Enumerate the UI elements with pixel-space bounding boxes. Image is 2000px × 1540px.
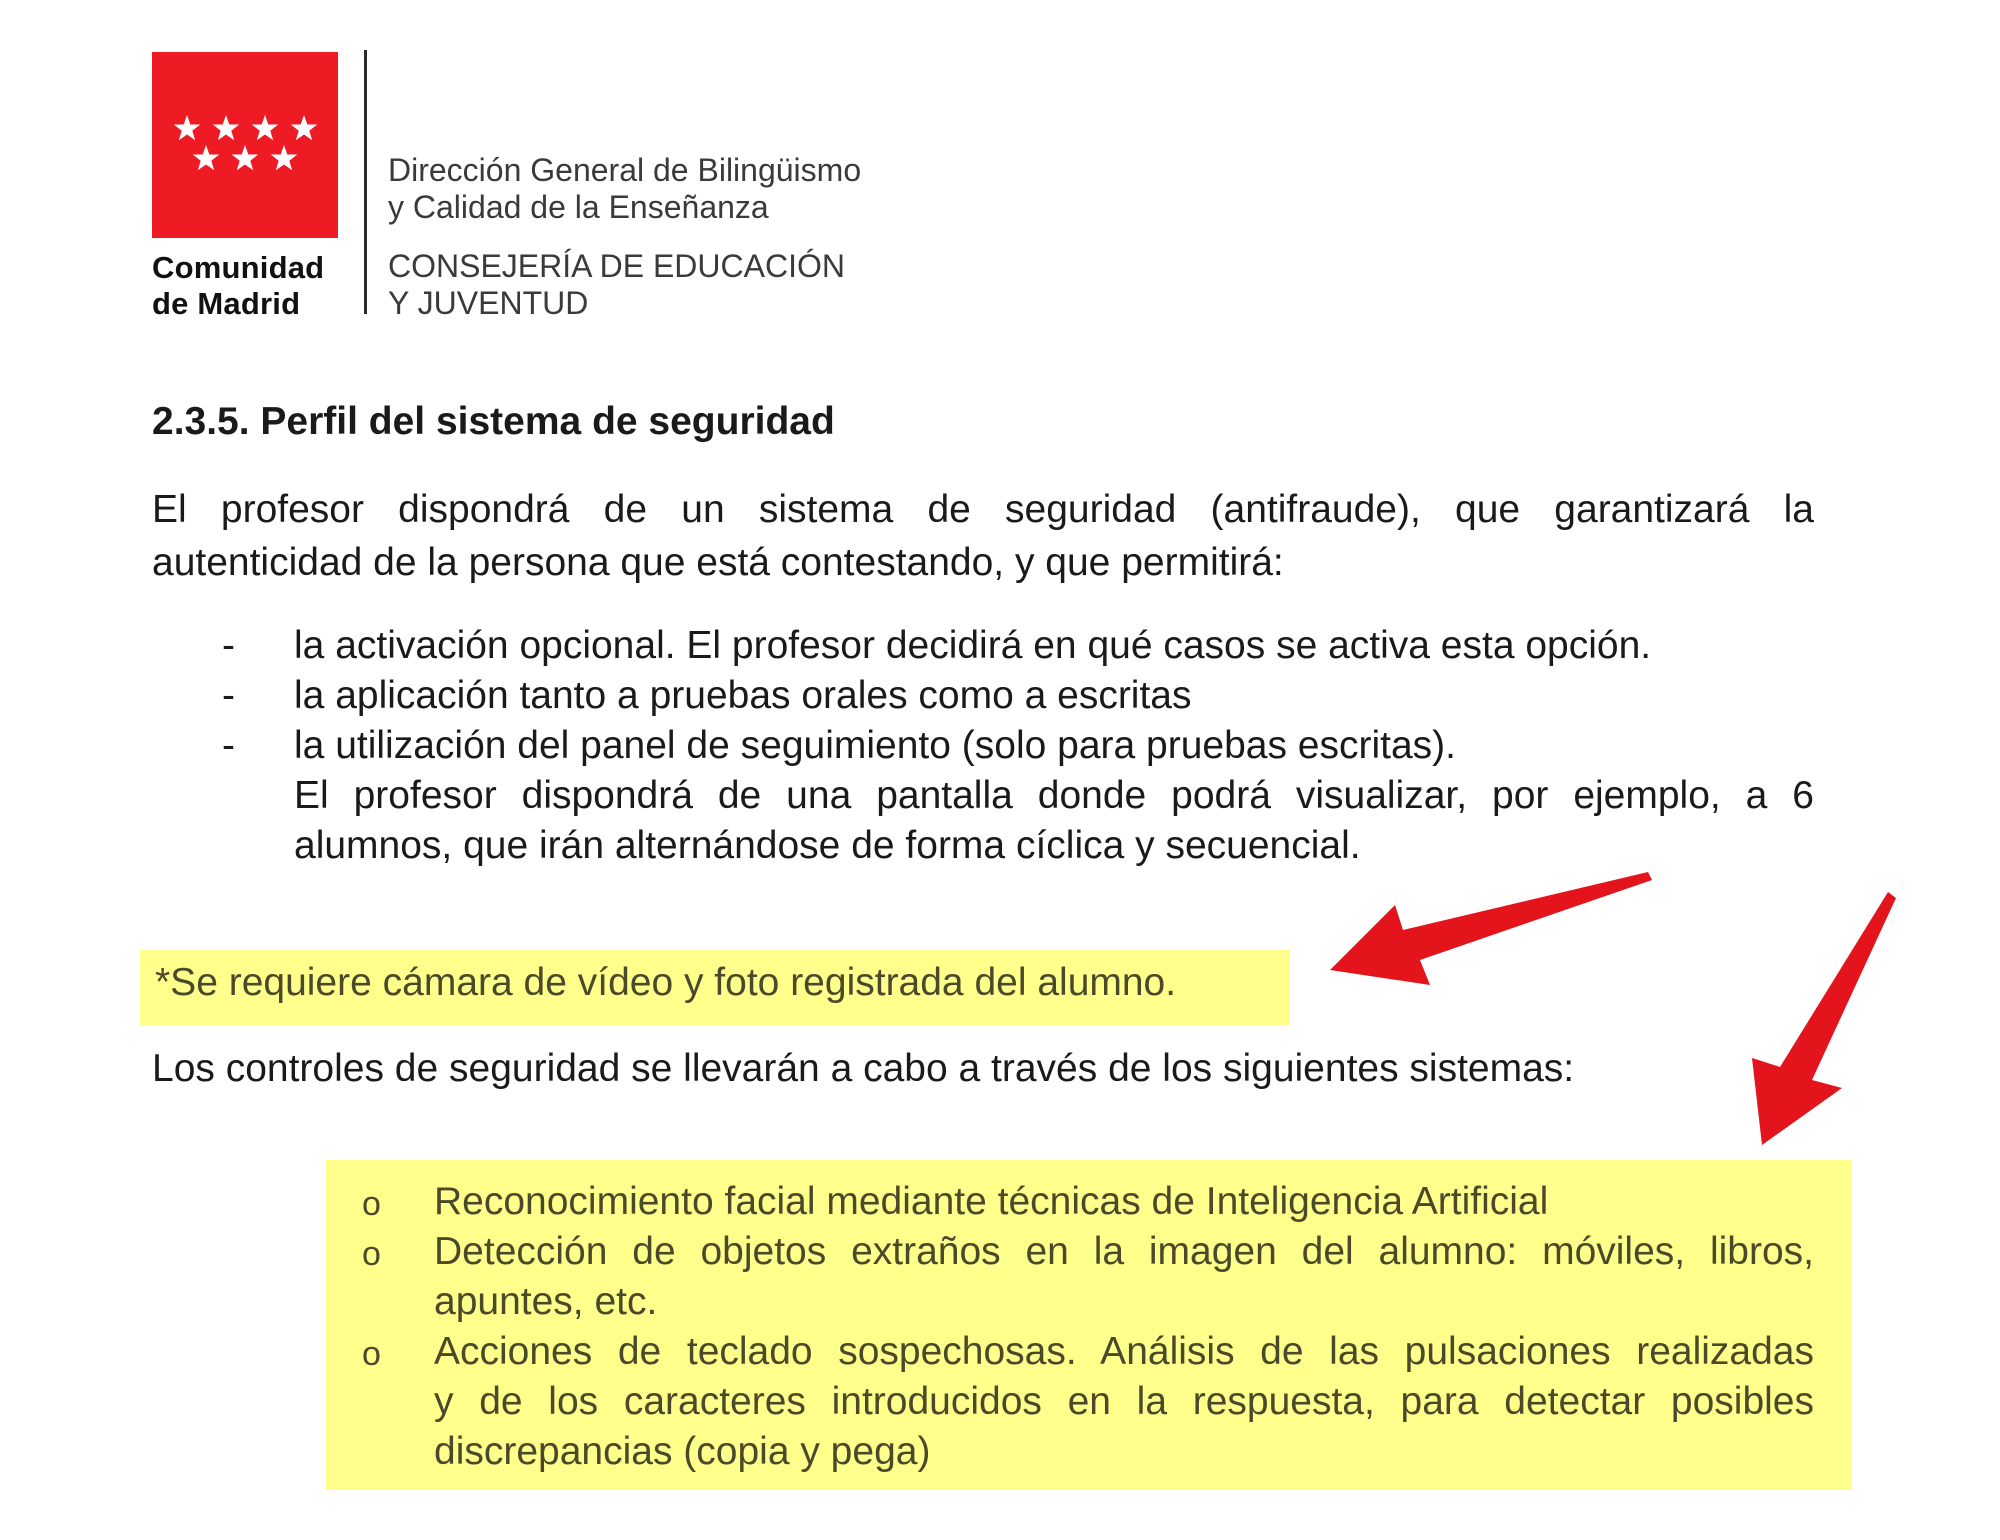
circle-bullet: o xyxy=(362,1335,381,1373)
logo-text-line1: Comunidad xyxy=(152,250,325,285)
system-line: Detección de objetos extraños en la imagen del alumno: móviles, libros, xyxy=(434,1230,1814,1273)
intro-paragraph xyxy=(152,483,1814,589)
intro-line2: autenticidad de la persona que está contestando, y que permitirá: xyxy=(152,541,1284,584)
comunidad-madrid-logo xyxy=(152,52,338,238)
dash-marker: - xyxy=(222,674,235,717)
circle-bullet: o xyxy=(362,1185,381,1223)
list-continuation xyxy=(222,771,1814,871)
system-line: discrepancias (copia y pega) xyxy=(434,1430,931,1473)
dash-marker: - xyxy=(222,724,235,767)
feature-list xyxy=(222,621,1814,871)
continuation-line2: alumnos, que irán alternándose de forma cíclica y secuencial. xyxy=(294,824,1361,867)
system-line: y de los caracteres introducidos en la respuesta, para detectar posibles xyxy=(434,1380,1814,1423)
list-item xyxy=(222,621,1814,671)
section-title: 2.3.5. Perfil del sistema de seguridad xyxy=(152,400,835,443)
header-divider xyxy=(364,50,367,314)
continuation-line1: El profesor dispondrá de una pantalla donde podrá visualizar, por ejemplo, a 6 xyxy=(294,774,1814,817)
logo-text-line2: de Madrid xyxy=(152,286,301,321)
council-line1: CONSEJERÍA DE EDUCACIÓN xyxy=(388,248,845,284)
department-line2: y Calidad de la Enseñanza xyxy=(388,189,769,225)
arrow-icon xyxy=(1330,872,1652,985)
camera-requirement-note: *Se requiere cámara de vídeo y foto registrada del alumno. xyxy=(155,961,1177,1004)
council-line2: Y JUVENTUD xyxy=(388,285,589,321)
intro-line1: El profesor dispondrá de un sistema de seguridad (antifraude), que garantizará la xyxy=(152,488,1814,531)
list-item xyxy=(362,1327,1814,1477)
list-item-text: la activación opcional. El profesor decidirá en qué casos se activa esta opción. xyxy=(294,624,1652,667)
department-name xyxy=(388,152,861,226)
dash-marker: - xyxy=(222,624,235,667)
system-line: apuntes, etc. xyxy=(434,1280,658,1323)
list-item xyxy=(362,1177,1814,1227)
security-systems-list xyxy=(362,1177,1814,1477)
arrow-icon xyxy=(1752,892,1896,1145)
circle-bullet: o xyxy=(362,1235,381,1273)
list-item-text: la aplicación tanto a pruebas orales como a escritas xyxy=(294,674,1192,717)
list-item xyxy=(222,721,1814,771)
council-name xyxy=(388,248,845,322)
controls-intro: Los controles de seguridad se llevarán a cabo a través de los siguientes sistemas: xyxy=(152,1047,1575,1090)
list-item xyxy=(222,671,1814,721)
star-icon xyxy=(152,52,338,238)
system-line: Reconocimiento facial mediante técnicas de Inteligencia Artificial xyxy=(434,1180,1549,1223)
list-item-text: la utilización del panel de seguimiento (solo para pruebas escritas). xyxy=(294,724,1456,767)
system-line: Acciones de teclado sospechosas. Análisis de las pulsaciones realizadas xyxy=(434,1330,1814,1373)
list-item xyxy=(362,1227,1814,1327)
department-line1: Dirección General de Bilingüismo xyxy=(388,152,862,188)
logo-wordmark xyxy=(152,250,324,322)
